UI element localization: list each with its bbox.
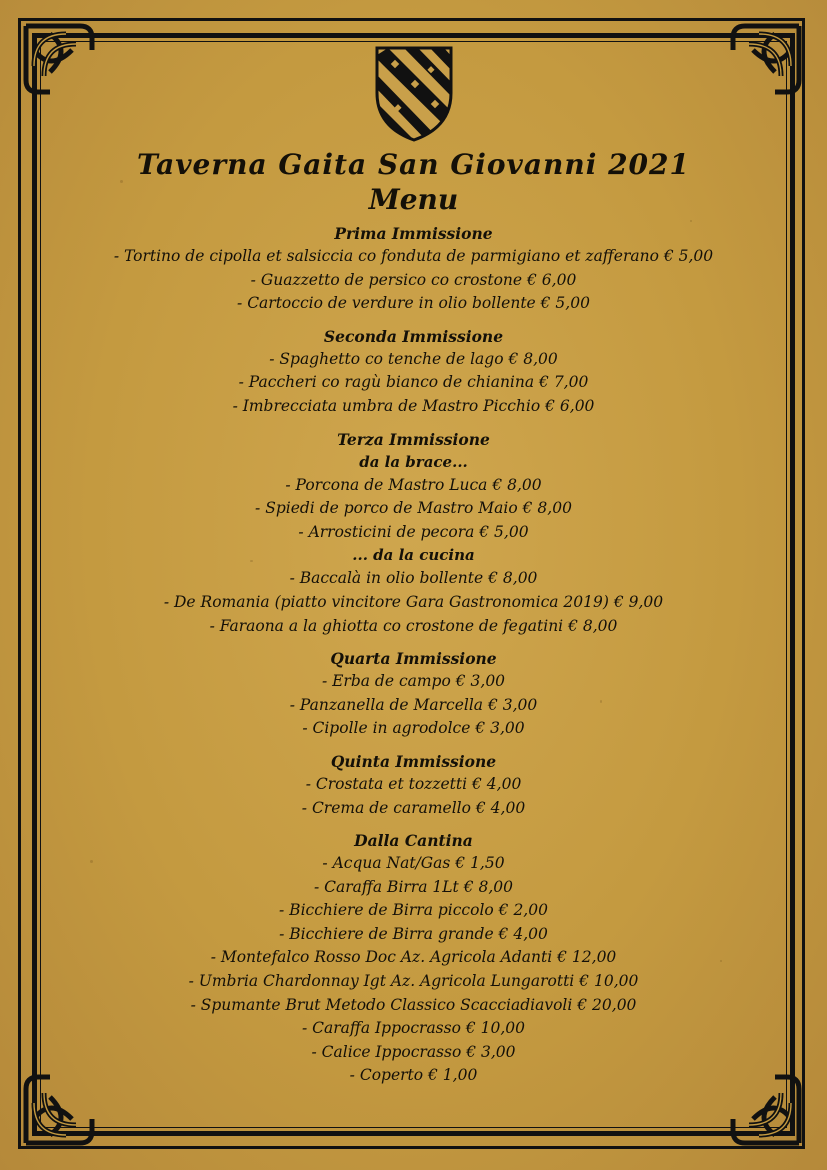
menu-heading: Menu [368, 183, 459, 216]
menu-item: - Imbrecciata umbra de Mastro Picchio € 6,00 [232, 396, 595, 415]
menu-content [60, 148, 767, 1088]
menu-item: - Spiedi de porco de Mastro Maio € 8,00 [255, 499, 572, 518]
menu-item: - Crema de caramello € 4,00 [301, 798, 526, 817]
menu-item: - Faraona a la ghiotta co crostone de fegatini € 8,00 [209, 616, 618, 635]
menu-section [60, 222, 767, 316]
menu-item: - Erba de campo € 3,00 [321, 672, 506, 691]
menu-item: - De Romania (piatto vincitore Gara Gastronomica 2019) € 9,00 [163, 592, 664, 611]
menu-item: - Crostata et tozzetti € 4,00 [305, 774, 522, 793]
menu-section [60, 428, 767, 639]
menu-item: - Arrosticini de pecora € 5,00 [298, 522, 529, 541]
menu-item: - Montefalco Rosso Doc Az. Agricola Adanti € 12,00 [210, 948, 617, 967]
menu-item: - Caraffa Ippocrasso € 10,00 [301, 1019, 526, 1038]
menu-section [60, 325, 767, 419]
menu-section [60, 829, 767, 1088]
menu-item: - Cipolle in agrodolce € 3,00 [302, 719, 525, 738]
menu-item: - Guazzetto de persico co crostone € 6,00 [250, 270, 577, 289]
menu-item: - Calice Ippocrasso € 3,00 [311, 1042, 516, 1061]
section-heading: Seconda Immissione [323, 326, 504, 346]
menu-item: - Cartoccio de verdure in olio bollente € 5,00 [237, 294, 590, 313]
section-heading: Terza Immissione [337, 429, 490, 449]
heraldic-shield-icon [374, 45, 454, 143]
menu-item: - Spumante Brut Metodo Classico Scacciadiavoli € 20,00 [190, 995, 637, 1014]
menu-section [60, 750, 767, 820]
menu-item: - Spaghetto co tenche de lago € 8,00 [269, 349, 558, 368]
menu-item: - Panzanella de Marcella € 3,00 [289, 695, 538, 714]
menu-item: - Coperto € 1,00 [349, 1066, 478, 1085]
page-title: Taverna Gaita San Giovanni 2021 [136, 148, 691, 181]
menu-section [60, 647, 767, 741]
menu-item: - Bicchiere de Birra grande € 4,00 [279, 924, 548, 943]
section-heading: Quinta Immissione [330, 751, 497, 771]
section-heading: Quarta Immissione [330, 649, 497, 669]
menu-item: - Paccheri co ragù bianco de chianina € 7,00 [238, 373, 589, 392]
menu-item: - Caraffa Birra 1Lt € 8,00 [313, 877, 513, 896]
section-heading: Prima Immissione [334, 224, 493, 243]
subsection-heading: da la brace... [359, 452, 468, 471]
menu-item: - Porcona de Mastro Luca € 8,00 [285, 475, 542, 494]
menu-item: - Tortino de cipolla et salsiccia co fonduta de parmigiano et zafferano € 5,00 [113, 247, 714, 265]
celtic-knot-icon [20, 20, 98, 98]
menu-item: - Acqua Nat/Gas € 1,50 [322, 854, 505, 873]
menu-item: - Umbria Chardonnay Igt Az. Agricola Lungarotti € 10,00 [188, 972, 639, 991]
menu-item: - Bicchiere de Birra piccolo € 2,00 [279, 901, 548, 920]
menu-item: - Baccalà in olio bollente € 8,00 [289, 569, 538, 588]
subsection-heading: ... da la cucina [352, 546, 475, 565]
section-heading: Dalla Cantina [354, 831, 473, 851]
celtic-knot-icon [727, 20, 805, 98]
